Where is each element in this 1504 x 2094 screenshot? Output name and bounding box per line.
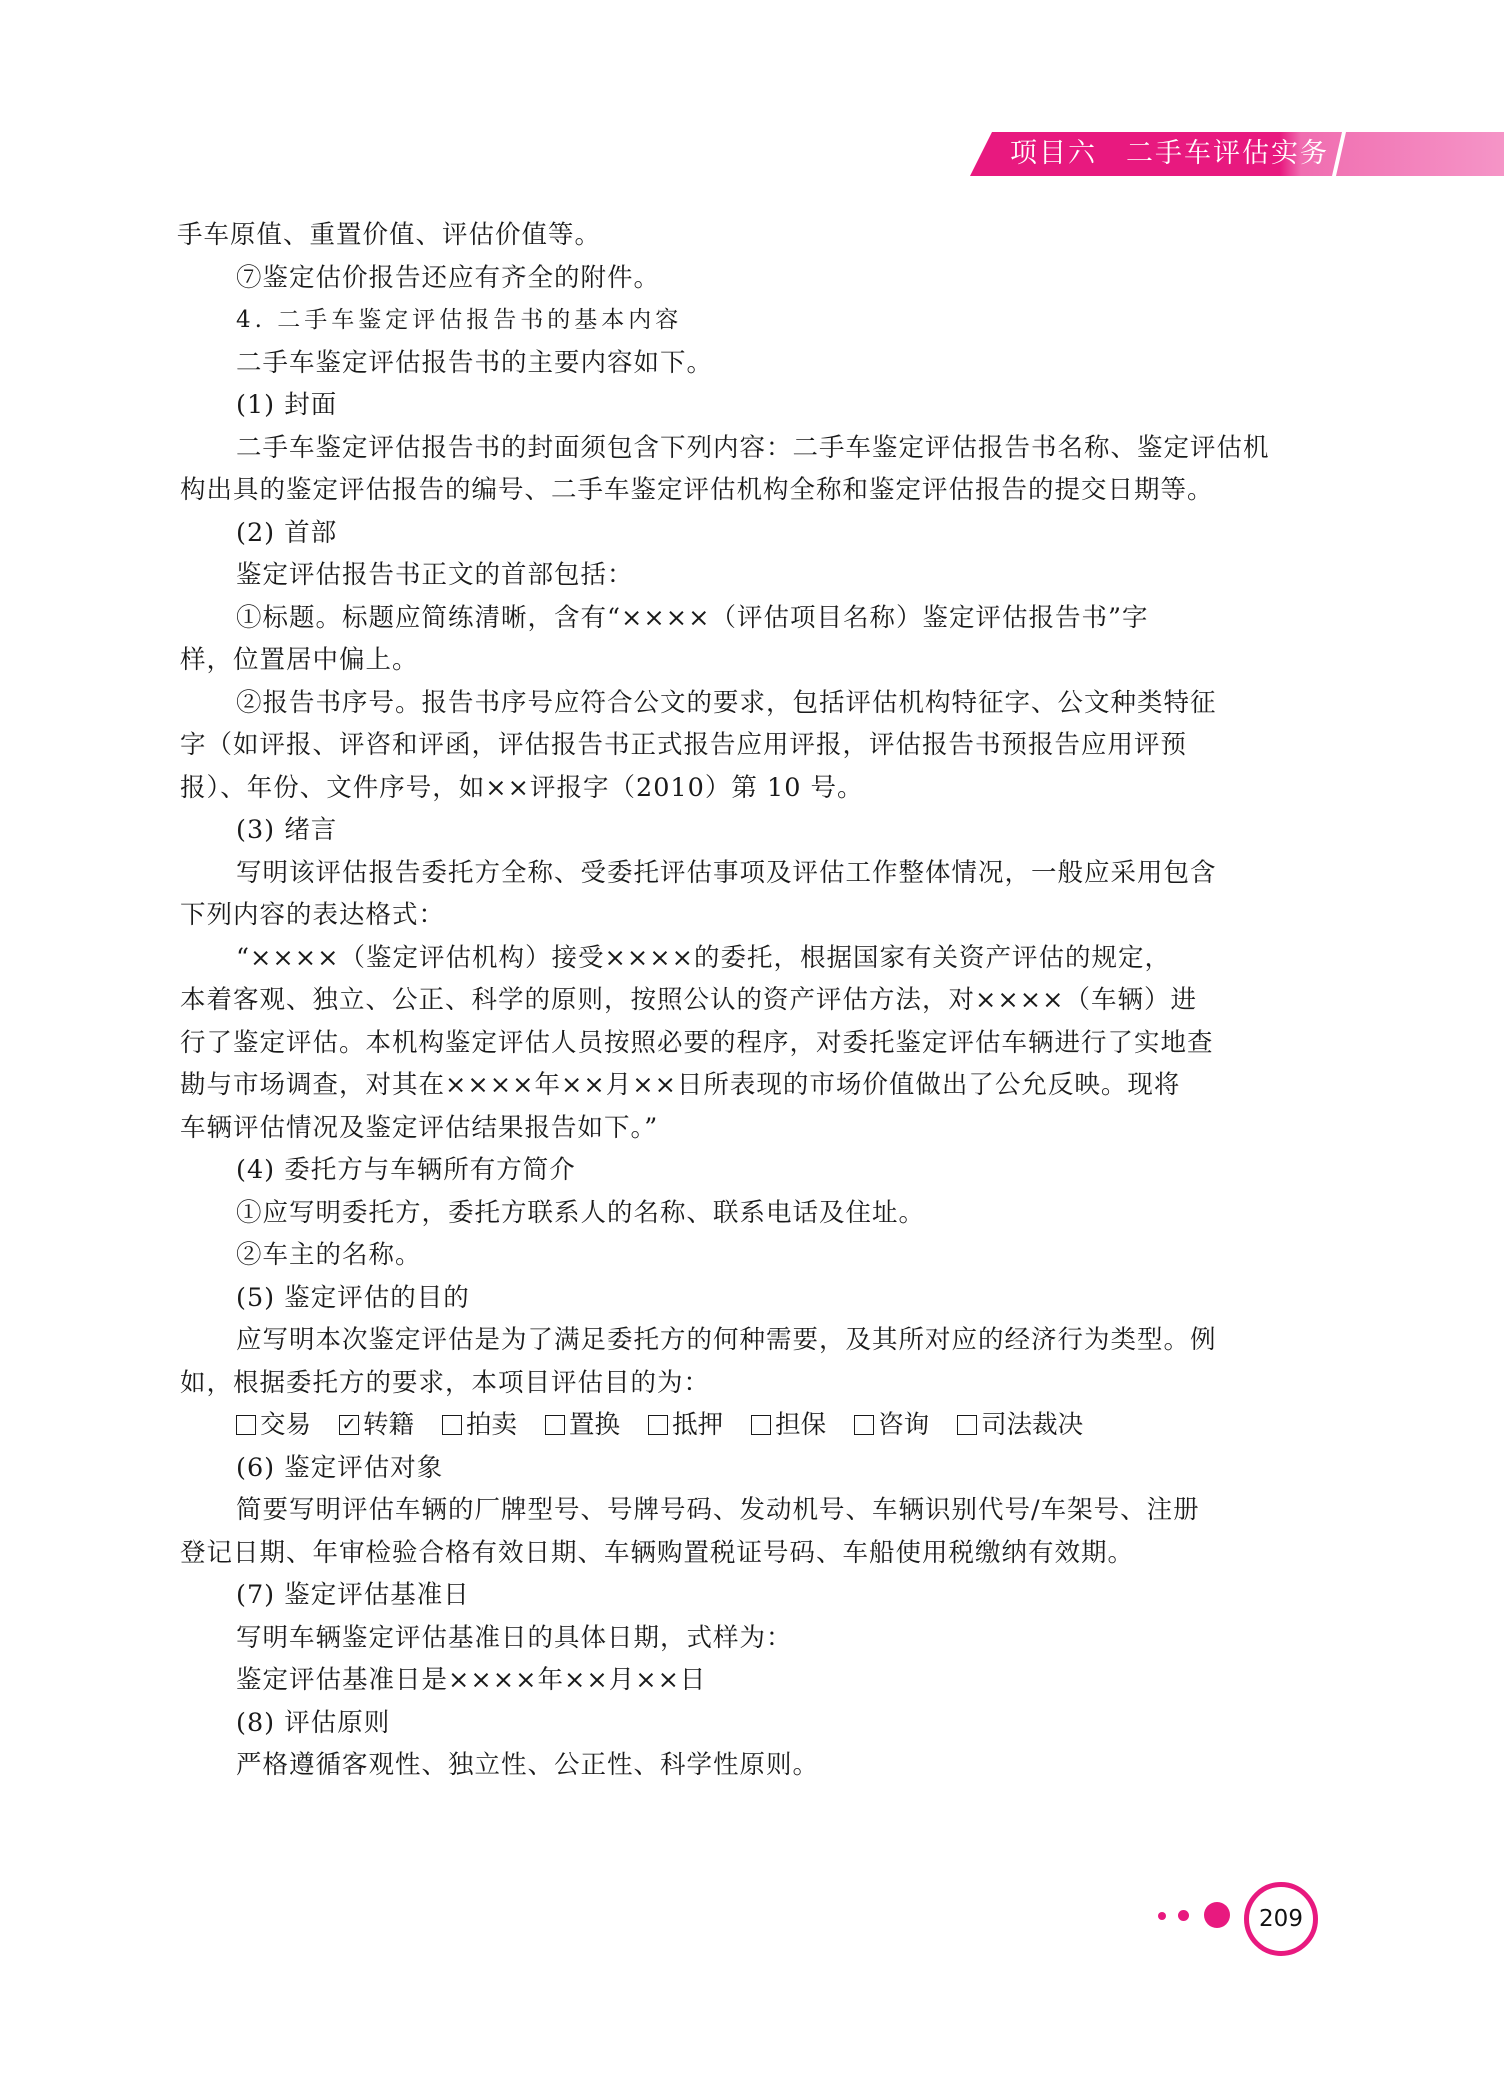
checkbox-box bbox=[236, 1415, 256, 1435]
subsection-heading: (4) 委托方与车辆所有方简介 bbox=[236, 1155, 576, 1185]
checked-box-icon: ✓ bbox=[339, 1415, 359, 1435]
decorative-dot bbox=[1158, 1912, 1166, 1920]
paragraph-line: 本着客观、独立、公正、科学的原则，按照公认的资产评估方法，对××××（车辆）进 bbox=[180, 985, 1197, 1015]
checkbox-label: 咨询 bbox=[878, 1410, 930, 1440]
chapter-header-banner bbox=[970, 132, 1504, 176]
page-number: 209 bbox=[1244, 1882, 1318, 1956]
paragraph-line: 严格遵循客观性、独立性、公正性、科学性原则。 bbox=[236, 1750, 820, 1780]
checkbox-box bbox=[442, 1415, 462, 1435]
decorative-dot bbox=[1204, 1902, 1230, 1928]
paragraph-line: 二手车鉴定评估报告书的主要内容如下。 bbox=[236, 347, 714, 378]
checkbox-option bbox=[957, 1404, 1083, 1447]
purpose-checkbox-row bbox=[180, 1404, 1320, 1447]
paragraph-line: 行了鉴定评估。本机构鉴定评估人员按照必要的程序，对委托鉴定评估车辆进行了实地查 bbox=[180, 1027, 1214, 1058]
paragraph-line: 构出具的鉴定评估报告的编号、二手车鉴定评估机构全称和鉴定评估报告的提交日期等。 bbox=[180, 475, 1214, 505]
paragraph-line: 手车原值、重置价值、评估价值等。 bbox=[177, 220, 602, 250]
checkbox-option bbox=[648, 1404, 723, 1447]
paragraph-line: 如，根据委托方的要求，本项目评估目的为： bbox=[180, 1367, 711, 1398]
paragraph-line: 报）、年份、文件序号，如××评报字（2010）第 10 号。 bbox=[180, 772, 864, 803]
paragraph-line: 鉴定评估基准日是××××年××月××日 bbox=[236, 1665, 707, 1695]
checkbox-box bbox=[854, 1415, 874, 1435]
paragraph-line: ⑦鉴定估价报告还应有齐全的附件。 bbox=[236, 262, 661, 293]
paragraph-line: 简要写明评估车辆的厂牌型号、号牌号码、发动机号、车辆识别代号/车架号、注册 bbox=[236, 1495, 1200, 1525]
chapter-title: 项目六 二手车评估实务 bbox=[1010, 138, 1329, 169]
paragraph-line: ①应写明委托方，委托方联系人的名称、联系电话及住址。 bbox=[236, 1197, 926, 1228]
checkbox-option bbox=[854, 1404, 929, 1447]
paragraph-line: ②车主的名称。 bbox=[236, 1240, 422, 1270]
paragraph-line: 勘与市场调查，对其在××××年××月××日所表现的市场价值做出了公允反映。现将 bbox=[180, 1070, 1181, 1100]
checkbox-option bbox=[751, 1404, 826, 1447]
subsection-heading: (2) 首部 bbox=[236, 517, 338, 548]
paragraph-line: 字（如评报、评咨和评函，评估报告书正式报告应用评报，评估报告书预报告应用评预 bbox=[180, 730, 1188, 760]
page-body bbox=[177, 214, 1320, 1787]
section-heading: 4. 二手车鉴定评估报告书的基本内容 bbox=[236, 307, 683, 333]
checkbox-option bbox=[236, 1404, 311, 1447]
checkbox-label: 拍卖 bbox=[466, 1410, 518, 1440]
checkbox-label: 交易 bbox=[260, 1410, 312, 1440]
checkbox-label: 置换 bbox=[569, 1410, 621, 1440]
checkbox-box bbox=[751, 1415, 771, 1435]
checkbox-box bbox=[545, 1415, 565, 1435]
paragraph-line: 应写明本次鉴定评估是为了满足委托方的何种需要，及其所对应的经济行为类型。例 bbox=[236, 1325, 1217, 1355]
paragraph-line: 写明车辆鉴定评估基准日的具体日期，式样为： bbox=[236, 1622, 793, 1653]
paragraph-line: ①标题。标题应简练清晰，含有“××××（评估项目名称）鉴定评估报告书”字 bbox=[236, 602, 1149, 633]
paragraph-line: ②报告书序号。报告书序号应符合公文的要求，包括评估机构特征字、公文种类特征 bbox=[236, 687, 1217, 718]
paragraph-line: 鉴定评估报告书正文的首部包括： bbox=[236, 560, 634, 590]
checkbox-option bbox=[545, 1404, 620, 1447]
paragraph-line: 二手车鉴定评估报告书的封面须包含下列内容：二手车鉴定评估报告书名称、鉴定评估机 bbox=[236, 432, 1270, 463]
paragraph-line: 样，位置居中偏上。 bbox=[180, 645, 419, 675]
decorative-dot bbox=[1178, 1910, 1189, 1921]
paragraph-line: 车辆评估情况及鉴定评估结果报告如下。” bbox=[180, 1112, 659, 1143]
page-number-badge bbox=[1158, 1880, 1328, 1960]
subsection-heading: (6) 鉴定评估对象 bbox=[236, 1452, 444, 1483]
subsection-heading: (8) 评估原则 bbox=[236, 1707, 391, 1738]
subsection-heading: (3) 绪言 bbox=[236, 815, 338, 845]
paragraph-line: 下列内容的表达格式： bbox=[180, 900, 446, 930]
checkbox-box bbox=[957, 1415, 977, 1435]
subsection-heading: (7) 鉴定评估基准日 bbox=[236, 1580, 470, 1610]
checkbox-label: 担保 bbox=[775, 1410, 827, 1440]
checkbox-label: 司法裁决 bbox=[981, 1410, 1084, 1440]
checkbox-option bbox=[442, 1404, 517, 1447]
checkbox-option bbox=[339, 1404, 414, 1447]
paragraph-line: 写明该评估报告委托方全称、受委托评估事项及评估工作整体情况，一般应采用包含 bbox=[236, 857, 1217, 888]
subsection-heading: (1) 封面 bbox=[236, 390, 338, 420]
checkbox-box bbox=[648, 1415, 668, 1435]
checkbox-label: 抵押 bbox=[672, 1410, 724, 1440]
checkbox-label: 转籍 bbox=[363, 1410, 415, 1440]
paragraph-line: 登记日期、年审检验合格有效日期、车辆购置税证号码、车船使用税缴纳有效期。 bbox=[180, 1537, 1135, 1568]
subsection-heading: (5) 鉴定评估的目的 bbox=[236, 1282, 470, 1313]
paragraph-line: “××××（鉴定评估机构）接受××××的委托，根据国家有关资产评估的规定， bbox=[236, 942, 1171, 973]
